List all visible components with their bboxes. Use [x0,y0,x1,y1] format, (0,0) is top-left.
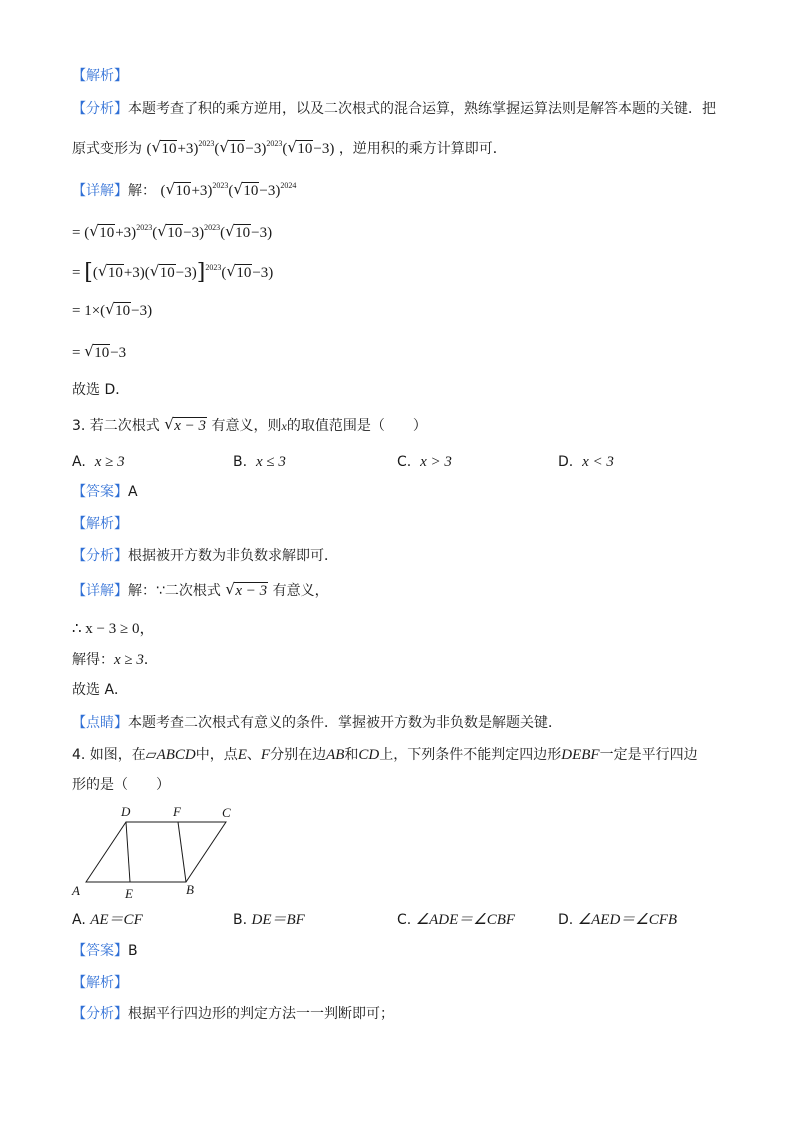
parallelogram-figure [66,800,246,900]
answer-value: A [128,484,138,500]
analysis-tag: 【分析】 [72,548,128,564]
answer-tag: 【答案】 [72,943,128,959]
vertex-label-a: A [72,883,80,898]
q3-option-b[interactable]: B. x ≤ 3 [233,454,286,470]
text-fragment: 解： [128,183,156,199]
q4-option-b[interactable]: B. DE＝BF [233,912,305,928]
vertex-label-f: F [173,804,181,819]
text-fragment: ，逆用积的乘方计算即可． [338,141,507,157]
analysis-heading: 【解析】 [72,68,128,84]
q4-analysis [72,1004,394,1024]
text-fragment: 3. 若二次根式 [72,418,160,434]
q2-detail-line [72,176,296,201]
q3-step1: ∴ x − 3 ≥ 0， [72,621,155,637]
q4-analysis-heading: 【解析】 [72,975,128,991]
q3-step2: 解得：x ≥ 3． [72,652,158,668]
q4-option-c[interactable]: C. ∠ADE＝∠CBF [397,912,516,928]
detail-tag: 【详解】 [72,183,128,199]
answer-value: B [128,943,138,959]
q2-analysis-line2 [72,134,507,159]
vertex-label-b: B [186,882,194,897]
detail-tag: 【详解】 [72,583,128,599]
q2-step3: = 1×(√ 10−3) [72,301,152,321]
text-fragment: 的取值范围是（ ） [286,418,427,434]
comment-tag: 【点睛】 [72,715,128,731]
q3-stem: 3. 若二次根式 √ x − 3 有意义，则x的取值范围是（ ） [72,416,427,436]
vertex-label-d: D [121,804,131,819]
vertex-label-e: E [125,886,133,900]
q3-option-d[interactable]: D. x < 3 [558,454,614,470]
q4-stem-line1: 4. 如图，在▱ABCD中，点E、F分别在边AB和CD上，下列条件不能判定四边形DEBF一定是平行四边 [72,747,698,763]
math-expression: (√ 10+3)$^{2023}$(√ 10−3)$^{2023}$(√ 10−3) [146,141,334,157]
text-fragment: 有意义， [272,583,329,599]
analysis-text: 本题考查了积的乘方逆用，以及二次根式的混合运算，熟练掌握运算法则是解答本题的关键．把 [128,101,716,117]
analysis-tag: 【分析】 [72,101,128,117]
q3-analysis-heading: 【解析】 [72,516,128,532]
q3-answer [72,482,138,502]
analysis-text: 根据被开方数为非负数求解即可． [128,548,338,564]
q3-option-c[interactable]: C. x > 3 [397,454,452,470]
q4-option-d[interactable]: D. ∠AED＝∠CFB [558,912,678,928]
q4-answer [72,941,138,961]
vertex-label-c: C [222,805,231,820]
q2-step4: = √ 10−3 [72,343,126,363]
q3-comment [72,713,562,733]
text-fragment: 有意义，则 [211,418,282,434]
analysis-text: 根据平行四边形的判定方法一一判断即可； [128,1006,394,1022]
q2-conclusion: 故选 D． [72,382,130,398]
q2-analysis-line1 [72,99,716,119]
math-expression: (√ 10+3)$^{2023}$(√ 10−3)$^{2024}$ [160,183,296,199]
text-fragment: 原式变形为 [72,141,142,157]
q2-step1: = (√ 10+3)$^{2023}$(√ 10−3)$^{2023}$(√ 10−3) [72,218,272,243]
q4-option-a[interactable]: A. AE＝CF [72,912,143,928]
q3-conclusion: 故选 A． [72,682,129,698]
answer-tag: 【答案】 [72,484,128,500]
text-fragment: 解：∵二次根式 [128,583,221,599]
q3-detail: 【详解】解：∵二次根式 √ x − 3 有意义， [72,581,329,601]
analysis-tag: 【分析】 [72,1006,128,1022]
q3-option-a[interactable]: A. x ≥ 3 [72,454,125,470]
q4-stem-line2: 形的是（ ） [72,777,170,793]
q2-step2: = [(√ 10+3)(√ 10−3)]$^{2023}$(√ 10−3) [72,258,273,283]
q3-analysis [72,546,338,566]
comment-text: 本题考查二次根式有意义的条件．掌握被开方数为非负数是解题关键． [128,715,562,731]
